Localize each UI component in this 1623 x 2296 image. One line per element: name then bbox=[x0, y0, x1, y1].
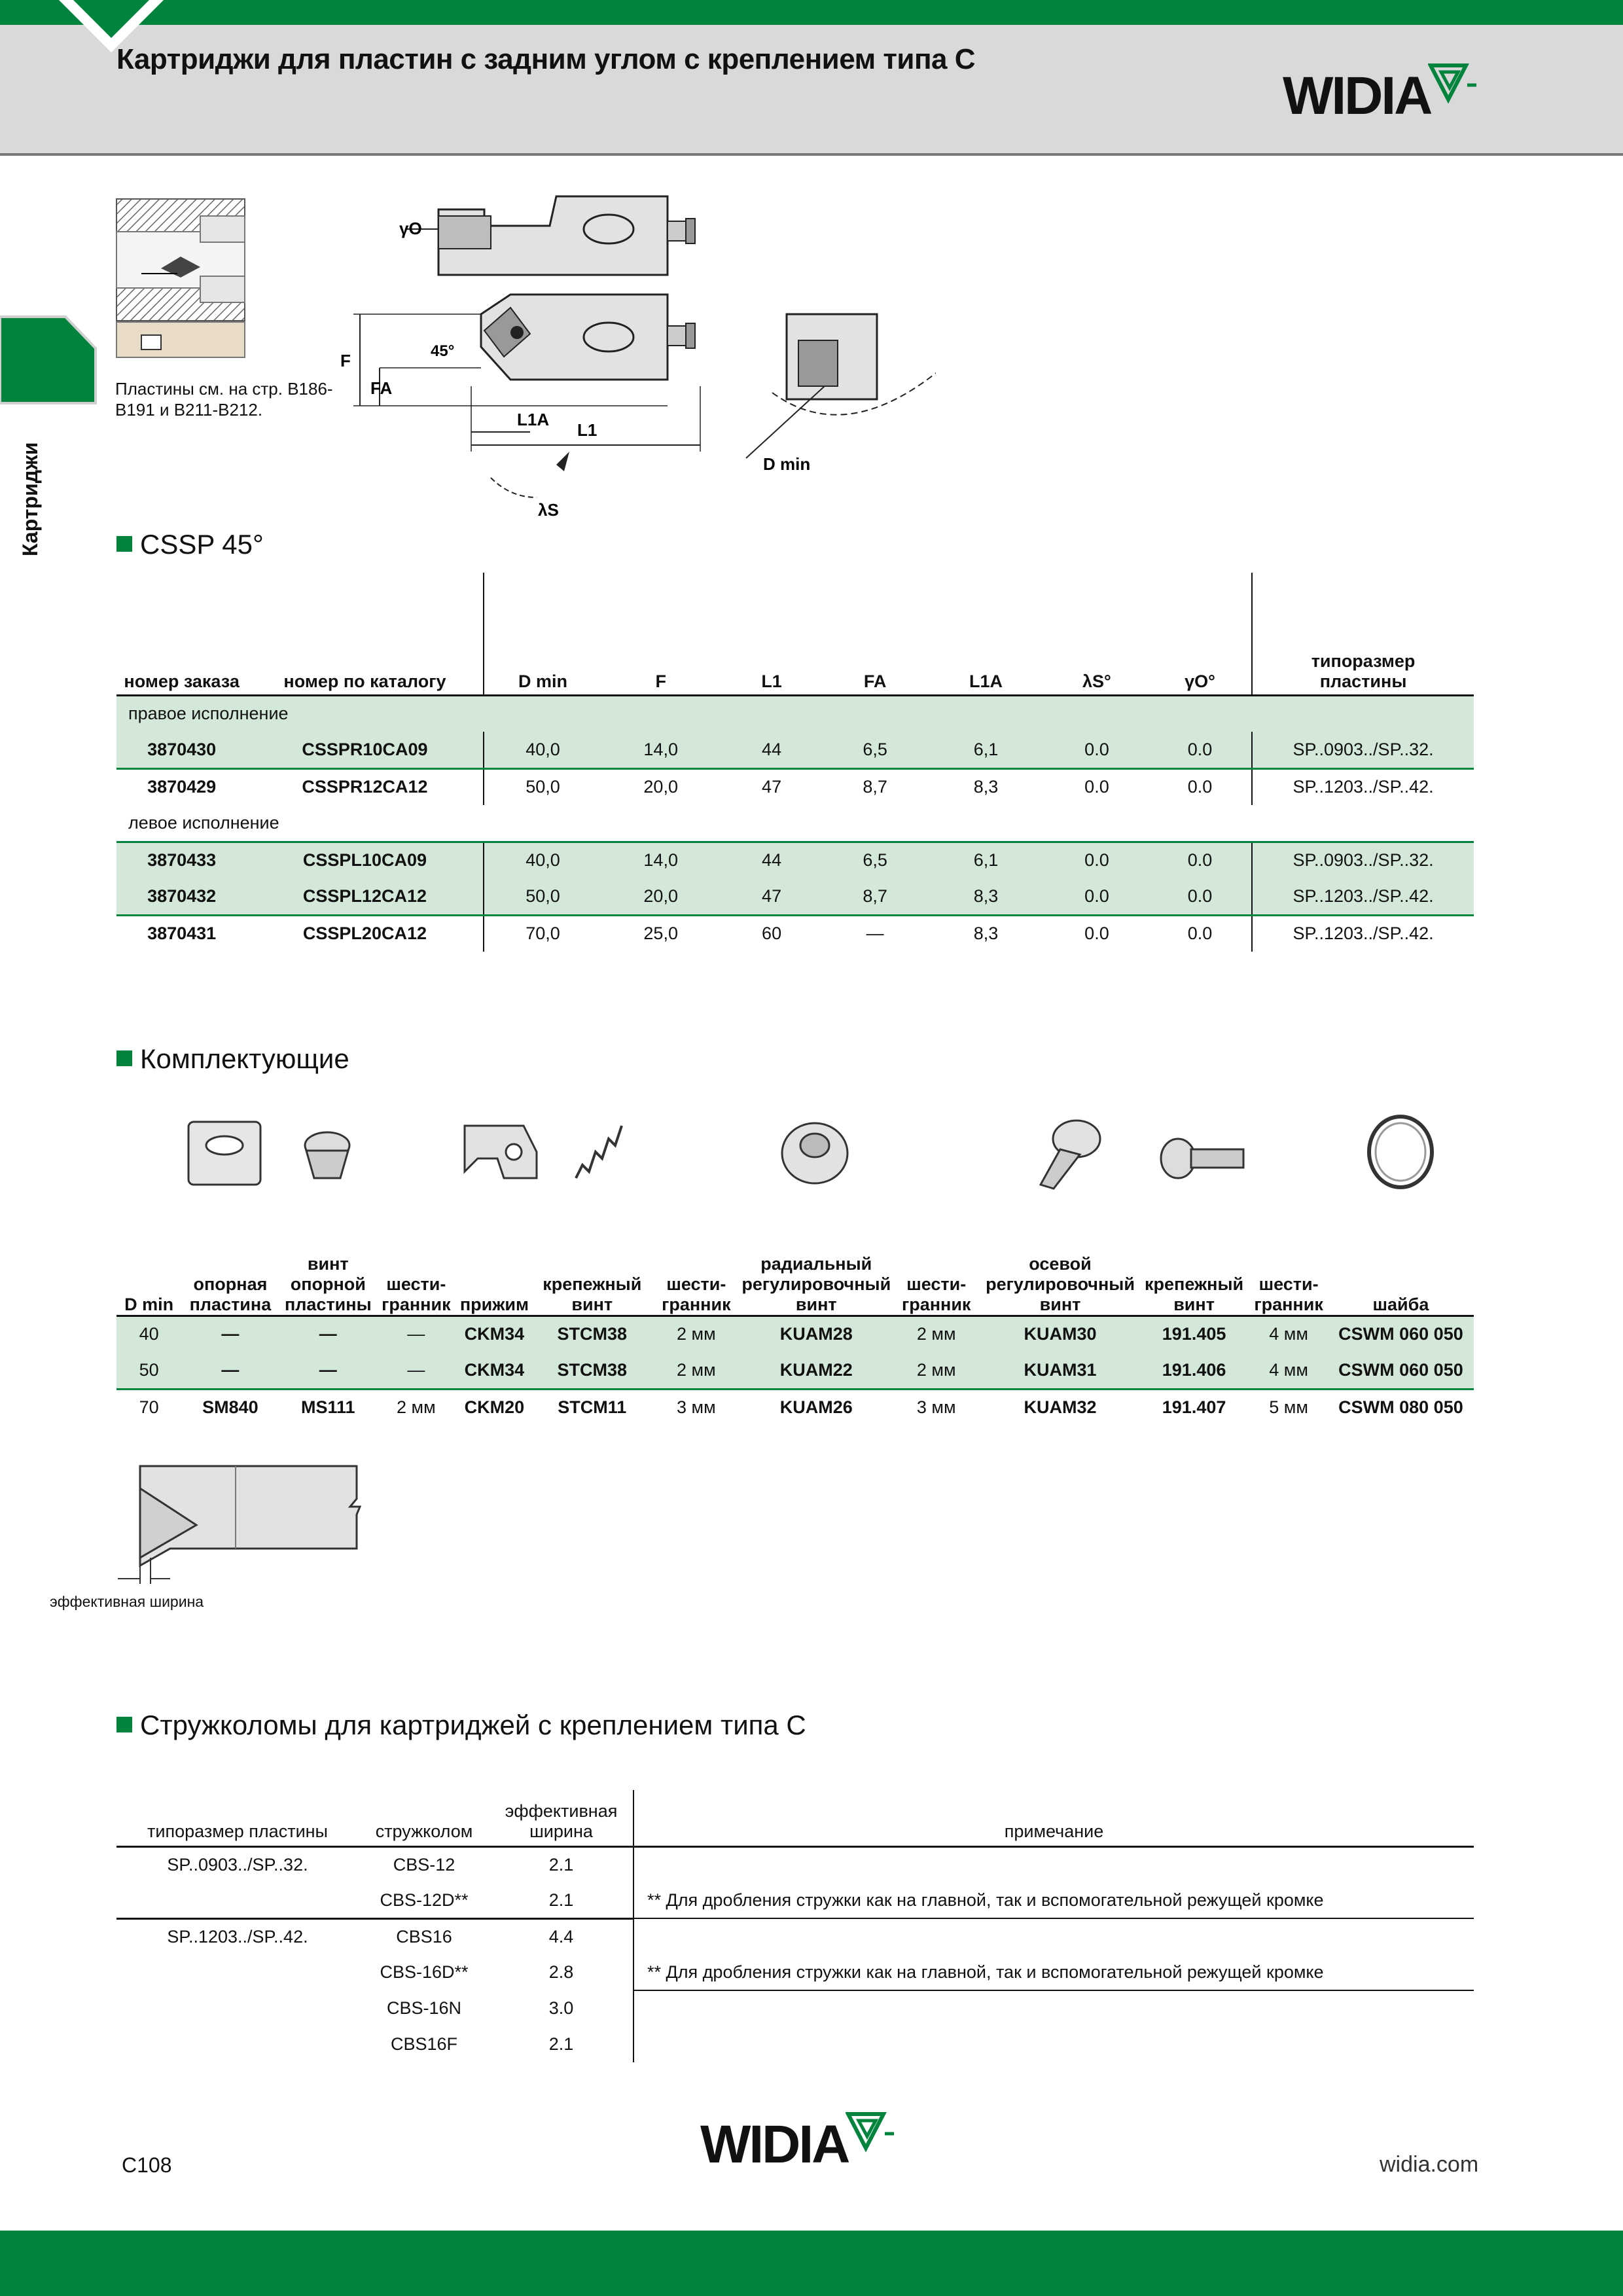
table-cell: 20,0 bbox=[643, 886, 678, 906]
table-cell bbox=[116, 1882, 359, 1918]
table-cell: 50 bbox=[139, 1359, 159, 1380]
column-header-line: винт bbox=[1173, 1294, 1215, 1314]
table-cell: SP..1203../SP..42. bbox=[1252, 768, 1474, 805]
table-row bbox=[116, 878, 1474, 915]
col-catalog-number: номер по каталогу bbox=[283, 671, 446, 691]
column-header-line: осевой bbox=[1029, 1253, 1092, 1274]
column-header-line: регулировочный bbox=[741, 1274, 891, 1294]
table-cell: 25,0 bbox=[643, 924, 678, 944]
table-row bbox=[116, 1918, 1474, 1954]
table-cell: 70 bbox=[139, 1397, 159, 1418]
table-cell: 0.0 bbox=[1187, 924, 1213, 944]
col-clamping-screw-2 bbox=[1139, 1244, 1249, 1316]
table-cell: STCM38 bbox=[557, 1324, 628, 1344]
table-cell: 40,0 bbox=[484, 842, 602, 878]
table-cell: 4 мм bbox=[1269, 1359, 1308, 1380]
table-cell: 47 bbox=[762, 777, 782, 797]
table-row bbox=[116, 1352, 1474, 1389]
table-cell: 44 bbox=[762, 850, 782, 870]
table-cell: 8,7 bbox=[863, 886, 887, 906]
column-header-line: крепежный bbox=[1145, 1274, 1244, 1294]
col-shim bbox=[181, 1244, 279, 1316]
column-header-line: винт bbox=[1039, 1294, 1081, 1314]
table-cell: KUAM22 bbox=[779, 1359, 853, 1380]
radial-adjusting-screw-icon bbox=[782, 1123, 847, 1183]
table-cell: CSSPL20CA12 bbox=[302, 924, 427, 944]
table-cell: CBS-16N bbox=[386, 1998, 462, 2018]
table-cell: SP..0903../SP..32. bbox=[1252, 842, 1474, 878]
table-cell: 3870431 bbox=[147, 924, 217, 944]
column-header-line: пластины bbox=[284, 1294, 372, 1314]
table-cell: 191.406 bbox=[1162, 1359, 1226, 1380]
table-cell: 6,1 bbox=[973, 739, 999, 759]
column-header-line: опорная bbox=[193, 1274, 268, 1294]
table-cell: 0.0 bbox=[1187, 850, 1213, 870]
table-cell: 2.8 bbox=[548, 1962, 574, 1982]
table-cell: 2 мм bbox=[916, 1324, 956, 1344]
table-cell: — bbox=[221, 1324, 240, 1344]
table-cell: CSSPL12CA12 bbox=[302, 886, 427, 906]
column-header-line: D min bbox=[124, 1294, 174, 1314]
col-effective-width bbox=[490, 1790, 633, 1846]
column-header-line: радиальный bbox=[760, 1253, 872, 1274]
table-cell: STCM11 bbox=[558, 1397, 627, 1418]
table-cell: ** Для дробления стружки как на главной, так и вспомогательной режущей кромке bbox=[633, 1954, 1474, 1990]
column-header-line: винт bbox=[795, 1294, 837, 1314]
chipbreakers-table bbox=[116, 1790, 1474, 2062]
side-tab-shape bbox=[0, 314, 98, 406]
label-d-min: D min bbox=[763, 454, 811, 474]
table-cell: — bbox=[221, 1359, 240, 1380]
column-header-line: гранник bbox=[662, 1294, 731, 1314]
table-cell: 0.0 bbox=[1084, 924, 1109, 944]
footer-url[interactable]: widia.com bbox=[1380, 2152, 1479, 2177]
table-cell: CSSPR12CA12 bbox=[302, 777, 428, 797]
column-header-line: шести- bbox=[386, 1274, 446, 1294]
table-cell: 8,7 bbox=[863, 777, 887, 797]
column-header-line: шести- bbox=[906, 1274, 967, 1294]
table-cell: 50,0 bbox=[484, 878, 602, 915]
column-header-line: стружколом bbox=[375, 1821, 473, 1841]
table-cell: 2.1 bbox=[548, 1854, 574, 1874]
table-cell: 3 мм bbox=[916, 1397, 956, 1418]
col-insert-size bbox=[1252, 573, 1474, 695]
column-header-line: прижим bbox=[459, 1294, 529, 1314]
table-cell: SP..0903../SP..32. bbox=[167, 1854, 308, 1874]
column-header-line: шести- bbox=[1258, 1274, 1319, 1294]
table-cell: 50,0 bbox=[484, 768, 602, 805]
logo-text: WIDIA bbox=[1283, 66, 1431, 126]
label-l1: L1 bbox=[577, 420, 597, 440]
table-cell: 4 мм bbox=[1269, 1324, 1308, 1344]
table-row bbox=[116, 768, 1474, 805]
table-cell: 60 bbox=[762, 924, 782, 944]
col-order-number: номер заказа bbox=[124, 671, 240, 691]
table-cell: KUAM32 bbox=[1024, 1397, 1097, 1418]
col-chipbreaker bbox=[359, 1790, 490, 1846]
label-l1a: L1A bbox=[517, 410, 550, 429]
column-header-line: регулировочный bbox=[986, 1274, 1135, 1294]
table-cell: 3 мм bbox=[677, 1397, 716, 1418]
table-row bbox=[116, 1316, 1474, 1352]
col-clamping-screw bbox=[533, 1244, 651, 1316]
col-gamma-o: γO° bbox=[1185, 671, 1215, 691]
effective-width-label: эффективная ширина bbox=[50, 1593, 204, 1610]
clamping-screw-icon bbox=[1161, 1139, 1243, 1178]
label-f: F bbox=[340, 351, 351, 370]
axial-adjusting-screw-icon bbox=[1041, 1121, 1100, 1189]
table-cell: 6,5 bbox=[863, 850, 887, 870]
figure-note: Пластины см. на стр. В186-В191 и В211-В212. bbox=[115, 379, 333, 420]
col-axial-screw bbox=[982, 1244, 1139, 1316]
table-cell: — bbox=[319, 1359, 337, 1380]
table-row bbox=[116, 842, 1474, 878]
table-cell: STCM38 bbox=[557, 1359, 628, 1380]
table-cell: 0.0 bbox=[1084, 777, 1109, 797]
table-cell: 2 мм bbox=[677, 1359, 716, 1380]
page-number: C108 bbox=[122, 2153, 172, 2177]
column-header-line: примечание bbox=[1004, 1821, 1104, 1841]
group-label-right: правое исполнение bbox=[128, 704, 289, 724]
table-cell: 44 bbox=[762, 739, 782, 759]
table-cell: 3870432 bbox=[147, 886, 217, 906]
table-cell: SP..1203../SP..42. bbox=[1252, 915, 1474, 952]
label-lambda-s: λS bbox=[538, 500, 559, 517]
column-header-line: гранник bbox=[382, 1294, 451, 1314]
table-cell: KUAM28 bbox=[779, 1324, 853, 1344]
table-cell: CBS-16D** bbox=[380, 1962, 469, 1982]
clamp-icon bbox=[465, 1126, 537, 1178]
widia-triangle-icon bbox=[1428, 62, 1480, 107]
table-cell: SP..1203../SP..42. bbox=[1252, 878, 1474, 915]
col-washer bbox=[1328, 1244, 1474, 1316]
header-logo bbox=[1283, 65, 1479, 131]
table-cell: — bbox=[866, 924, 884, 944]
shim-icon bbox=[188, 1122, 260, 1185]
table-cell: 14,0 bbox=[643, 739, 678, 759]
parts-table bbox=[116, 1244, 1474, 1426]
table-row bbox=[116, 915, 1474, 952]
table-cell: 8,3 bbox=[973, 886, 999, 906]
label-angle: 45° bbox=[431, 342, 455, 360]
table-cell: 0.0 bbox=[1187, 777, 1213, 797]
widia-triangle-icon bbox=[846, 2110, 898, 2156]
footer-logo-text: WIDIA bbox=[700, 2115, 849, 2174]
table-cell: CBS-12 bbox=[393, 1854, 455, 1874]
bottom-green-bar bbox=[0, 2231, 1623, 2296]
table-cell: 70,0 bbox=[484, 915, 602, 952]
table-cell: CSWM 060 050 bbox=[1338, 1359, 1463, 1380]
table-cell: CKM34 bbox=[464, 1324, 525, 1344]
table-cell: 40,0 bbox=[484, 732, 602, 768]
cartridge-dimension-drawing bbox=[340, 190, 713, 517]
column-header-line: пластина bbox=[189, 1294, 272, 1314]
section-title-cssp: CSSP 45° bbox=[116, 529, 264, 560]
table-cell: MS111 bbox=[301, 1397, 355, 1418]
table-cell: SP..0903../SP..32. bbox=[1252, 732, 1474, 768]
table-cell: 0.0 bbox=[1084, 739, 1109, 759]
table-row bbox=[116, 1882, 1474, 1918]
table-cell bbox=[633, 1846, 1474, 1882]
col-note bbox=[633, 1790, 1474, 1846]
col-shim-screw bbox=[279, 1244, 378, 1316]
table-row bbox=[116, 2026, 1474, 2062]
table-cell bbox=[116, 2026, 359, 2062]
table-cell: 47 bbox=[762, 886, 782, 906]
table-row bbox=[116, 1954, 1474, 1990]
table-cell: 6,1 bbox=[973, 850, 999, 870]
col-l1: L1 bbox=[761, 671, 782, 691]
table-cell: 3870433 bbox=[147, 850, 217, 870]
table-cell: CKM20 bbox=[464, 1397, 525, 1418]
header-notch-green bbox=[73, 0, 149, 38]
table-cell: — bbox=[319, 1324, 337, 1344]
column-header-line: опорной bbox=[290, 1274, 366, 1294]
column-header-line: винт bbox=[571, 1294, 613, 1314]
table-cell: CBS-12D** bbox=[380, 1890, 469, 1910]
col-radial-screw bbox=[741, 1244, 891, 1316]
col-l1a: L1A bbox=[969, 671, 1003, 691]
table-cell: CSSPR10CA09 bbox=[302, 739, 428, 759]
effective-width-drawing bbox=[105, 1460, 366, 1590]
col-d-min: D min bbox=[484, 573, 602, 695]
label-fa: FA bbox=[370, 378, 393, 398]
col-hex-key-2 bbox=[651, 1244, 741, 1316]
side-tab-label: Картриджи bbox=[18, 442, 42, 556]
column-header-line: гранник bbox=[1254, 1294, 1323, 1314]
group-separator bbox=[116, 1918, 633, 1920]
column-header-line: ширина bbox=[529, 1821, 593, 1841]
table-cell: 2 мм bbox=[677, 1324, 716, 1344]
table-cell bbox=[116, 1954, 359, 1990]
column-header-line: типоразмер пластины bbox=[147, 1821, 328, 1841]
table-cell: — bbox=[407, 1359, 425, 1380]
column-header-line: гранник bbox=[901, 1294, 971, 1314]
col-fa: FA bbox=[863, 671, 887, 691]
column-header-line: шайба bbox=[1372, 1294, 1429, 1314]
table-cell bbox=[633, 2026, 1474, 2062]
table-cell: 3870429 bbox=[147, 777, 217, 797]
table-cell: 191.407 bbox=[1162, 1397, 1226, 1418]
boring-bar-sketch bbox=[115, 196, 246, 360]
washer-icon bbox=[1369, 1117, 1432, 1187]
top-green-bar bbox=[0, 0, 1623, 25]
table-cell: 8,3 bbox=[973, 924, 999, 944]
shim-screw-icon bbox=[305, 1132, 349, 1178]
group-label-left: левое исполнение bbox=[128, 812, 279, 833]
table-cell: CSSPL10CA09 bbox=[302, 850, 427, 870]
table-cell: 6,5 bbox=[863, 739, 887, 759]
section-title-parts: Комплектующие bbox=[116, 1043, 349, 1075]
column-header-line: эффективная bbox=[505, 1801, 618, 1821]
footer-logo bbox=[700, 2114, 897, 2179]
col-hex-key-1 bbox=[377, 1244, 455, 1316]
col-clamp bbox=[455, 1244, 534, 1316]
table-cell: 3870430 bbox=[147, 739, 217, 759]
parts-illustrations bbox=[183, 1113, 1492, 1198]
col-f: F bbox=[655, 671, 666, 691]
table-cell: 3.0 bbox=[548, 1998, 574, 2018]
page-title: Картриджи для пластин с задним углом с креплением типа С bbox=[116, 43, 976, 75]
table-cell: 8,3 bbox=[973, 777, 999, 797]
column-header-line: типоразмер пластины bbox=[1311, 651, 1416, 691]
table-cell: KUAM31 bbox=[1024, 1359, 1097, 1380]
table-cell bbox=[116, 1990, 359, 2026]
table-cell: 0.0 bbox=[1187, 886, 1213, 906]
d-min-drawing bbox=[726, 301, 936, 478]
table-cell: SM840 bbox=[202, 1397, 259, 1418]
label-gamma-o: γO bbox=[399, 219, 422, 238]
table-cell: CBS16 bbox=[396, 1926, 452, 1946]
column-header-line: крепежный bbox=[543, 1274, 642, 1294]
table-cell: 4.4 bbox=[548, 1926, 574, 1946]
table-cell: 0.0 bbox=[1084, 886, 1109, 906]
table-cell bbox=[633, 1918, 1474, 1954]
cssp-table bbox=[116, 573, 1474, 952]
col-insert-size bbox=[116, 1790, 359, 1846]
table-row bbox=[116, 732, 1474, 768]
spring-icon bbox=[576, 1126, 622, 1178]
table-cell: ** Для дробления стружки как на главной, так и вспомогательной режущей кромке bbox=[633, 1882, 1474, 1918]
table-cell: CSWM 080 050 bbox=[1338, 1397, 1463, 1418]
table-cell: 40 bbox=[139, 1324, 159, 1344]
table-cell: 5 мм bbox=[1269, 1397, 1308, 1418]
table-cell: CBS16F bbox=[390, 2034, 458, 2054]
table-cell: 14,0 bbox=[643, 850, 678, 870]
table-cell: — bbox=[407, 1324, 425, 1344]
table-cell: 2.1 bbox=[548, 2034, 574, 2054]
table-cell: 2.1 bbox=[548, 1890, 574, 1910]
table-row bbox=[116, 1389, 1474, 1426]
table-cell: 191.405 bbox=[1162, 1324, 1226, 1344]
table-cell: KUAM26 bbox=[779, 1397, 853, 1418]
table-cell: 0.0 bbox=[1084, 850, 1109, 870]
col-d-min bbox=[116, 1244, 181, 1316]
table-cell: 2 мм bbox=[916, 1359, 956, 1380]
col-hex-key-4 bbox=[1249, 1244, 1328, 1316]
section-title-chipbreakers: Стружколомы для картриджей с креплением типа С bbox=[116, 1710, 806, 1741]
table-cell: 20,0 bbox=[643, 777, 678, 797]
table-cell: CSWM 060 050 bbox=[1338, 1324, 1463, 1344]
table-row bbox=[116, 1990, 1474, 2026]
table-cell: 2 мм bbox=[397, 1397, 436, 1418]
column-header-line: винт bbox=[307, 1253, 349, 1274]
table-cell: SP..1203../SP..42. bbox=[167, 1926, 308, 1946]
table-row bbox=[116, 1846, 1474, 1882]
col-lambda-s: λS° bbox=[1082, 671, 1111, 691]
table-cell bbox=[633, 1990, 1474, 2026]
column-header-line: шести- bbox=[666, 1274, 726, 1294]
table-cell: CKM34 bbox=[464, 1359, 525, 1380]
col-hex-key-3 bbox=[891, 1244, 982, 1316]
table-cell: KUAM30 bbox=[1024, 1324, 1097, 1344]
table-cell: 0.0 bbox=[1187, 739, 1213, 759]
